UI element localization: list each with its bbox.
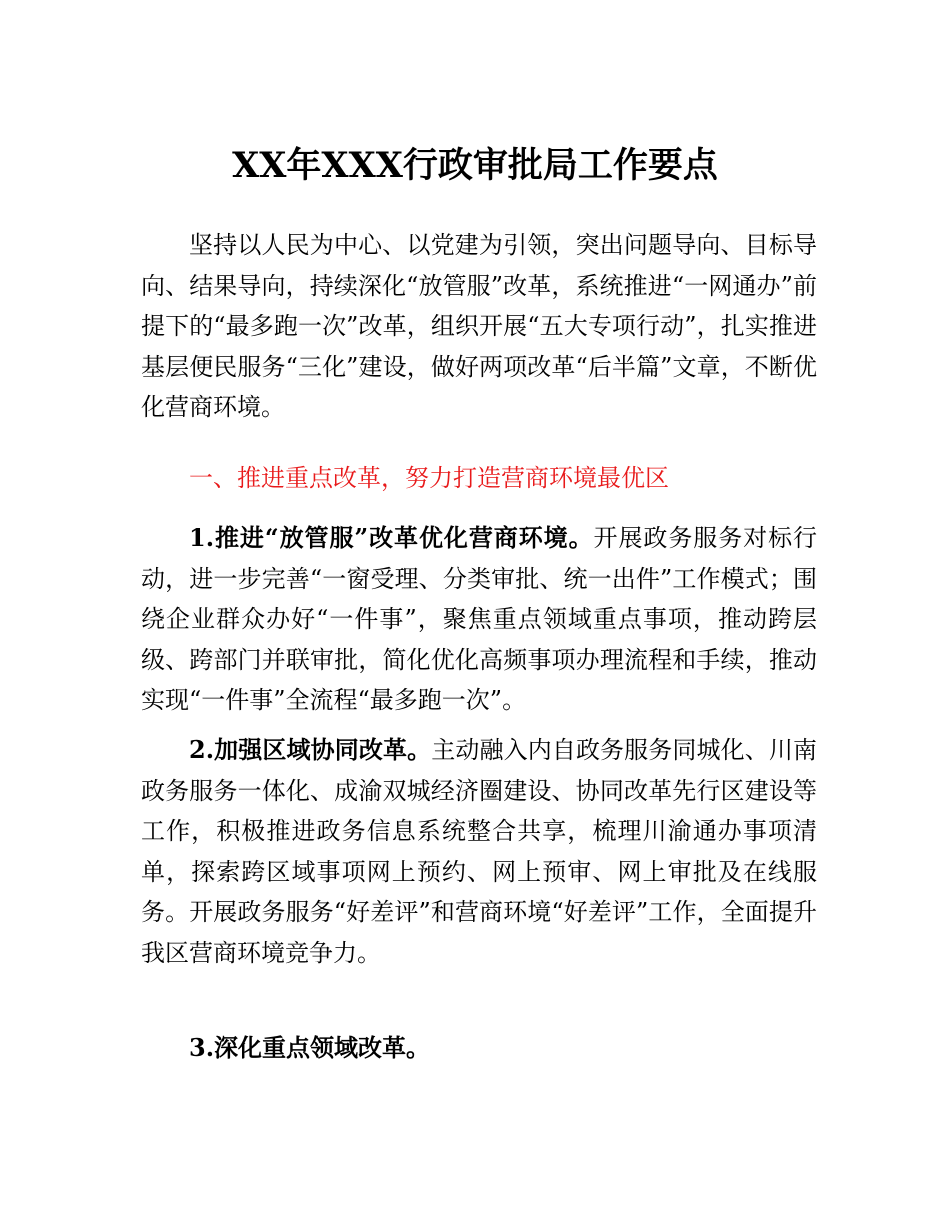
item-paragraph-2	[141, 730, 817, 973]
item-paragraph-3	[141, 1028, 817, 1069]
intro-paragraph: 坚持以人民为中心、以党建为引领，突出问题导向、目标导向、结果导向，持续深化“放管服”改革，系统推进“一网通办”前提下的“最多跑一次”改革，组织开展“五大专项行动”，扎实推进基层便民服务“三化”建设，做好两项改革“后半篇”文章，不断优化营商环境。	[141, 231, 817, 421]
item-lead-1: 1.推进“放管服”改革优化营商环境。	[189, 523, 594, 552]
section-heading: 一、推进重点改革，努力打造营商环境最优区	[189, 464, 669, 492]
document-title: XX年XXX行政审批局工作要点	[232, 145, 718, 186]
item-lead-3: 3.深化重点领域改革。	[189, 1033, 431, 1062]
item-text-1: 开展政务服务对标行动，进一步完善“一窗受理、分类审批、统一出件”工作模式；围绕企业群众办好“一件事”，聚焦重点领域重点事项，推动跨层级、跨部门并联审批，简化优化高频事项办理流程和手续，推动实现“一件事”全流程“最多跑一次”。	[141, 524, 817, 714]
item-paragraph-1	[141, 518, 817, 721]
item-lead-2: 2.加强区域协同改革。	[189, 735, 432, 764]
item-text-2: 主动融入内自政务服务同城化、川南政务服务一体化、成渝双城经济圈建设、协同改革先行区建设等工作，积极推进政务信息系统整合共享，梳理川渝通办事项清单，探索跨区域事项网上预约、网上预审、网上审批及在线服务。开展政务服务“好差评”和营商环境“好差评”工作，全面提升我区营商环境竞争力。	[141, 736, 817, 967]
